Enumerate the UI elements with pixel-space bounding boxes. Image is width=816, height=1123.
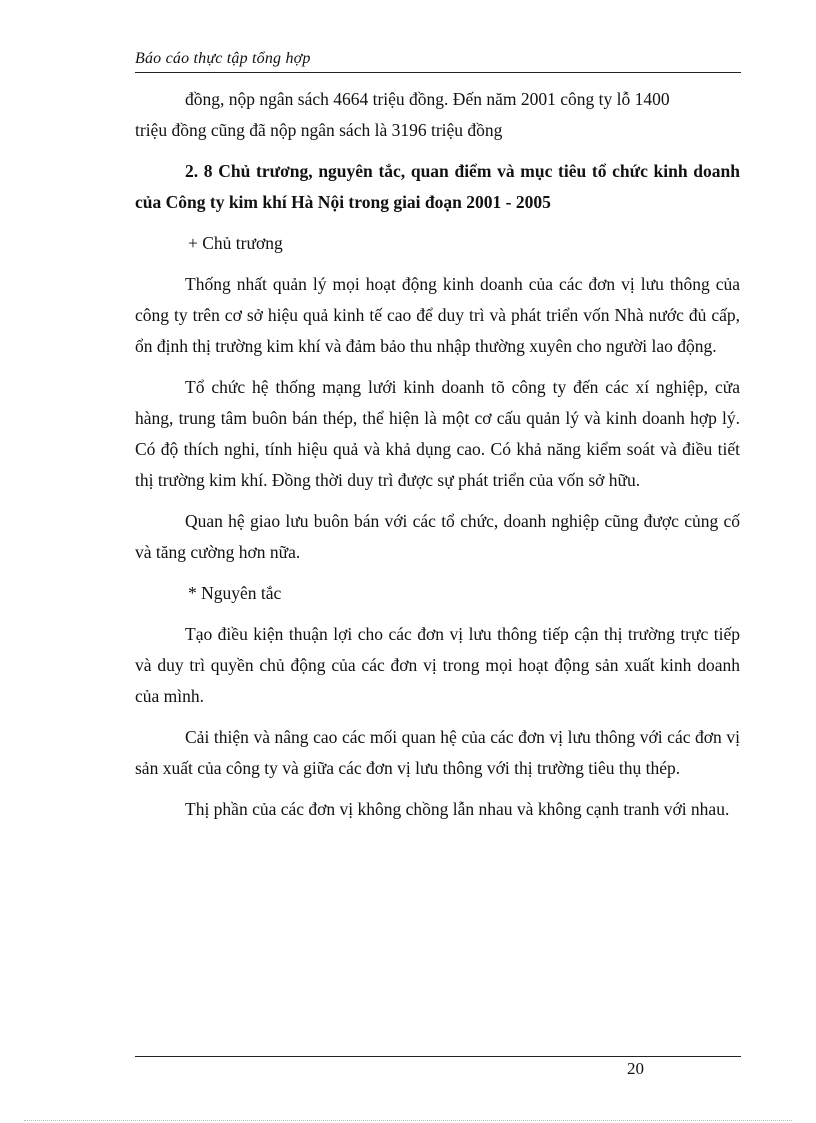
document-body <box>135 84 740 835</box>
subheading-policy: + Chủ trương <box>188 233 283 253</box>
intro-line-2: triệu đồng cũng đã nộp ngân sách là 3196 triệu đồng <box>135 120 503 140</box>
paragraph-policy-3: Quan hệ giao lưu buôn bán với các tổ chức, doanh nghiệp cũng được củng cố và tăng cường hơn nữa. <box>135 511 740 562</box>
paragraph-principle-1: Tạo điều kiện thuận lợi cho các đơn vị lưu thông tiếp cận thị trường trực tiếp và duy trì quyền chủ động của các đơn vị trong mọi hoạt động sản xuất kinh doanh của mình. <box>135 624 740 706</box>
subheading-principle: * Nguyên tắc <box>188 583 282 603</box>
header-title: Báo cáo thực tập tổng hợp <box>135 50 311 67</box>
intro-paragraph <box>135 84 740 115</box>
section-heading: 2. 8 Chủ trương, nguyên tắc, quan điểm và mục tiêu tổ chức kinh doanh của Công ty kim khí Hà Nội trong giai đoạn 2001 - 2005 <box>135 161 740 212</box>
page-header <box>135 48 741 73</box>
intro-line-1: đồng, nộp ngân sách 4664 triệu đồng. Đến năm 2001 công ty lỗ 1400 <box>185 89 670 109</box>
paragraph-principle-2: Cải thiện và nâng cao các mối quan hệ của các đơn vị lưu thông với các đơn vị sản xuất của công ty và giữa các đơn vị lưu thông với thị trường tiêu thụ thép. <box>135 727 740 778</box>
intro-paragraph-continued <box>135 115 740 146</box>
page-footer <box>135 1056 741 1078</box>
page-number: 20 <box>627 1059 644 1078</box>
page-bottom-border <box>24 1120 792 1121</box>
paragraph-policy-1: Thống nhất quản lý mọi hoạt động kinh doanh của các đơn vị lưu thông của công ty trên cơ sở hiệu quả kinh tế cao để duy trì và phát triển vốn Nhà nước đủ cấp, ổn định thị trường kim khí và đảm bảo thu nhập thường xuyên cho người lao động. <box>135 274 740 356</box>
paragraph-policy-2: Tổ chức hệ thống mạng lưới kinh doanh tõ công ty đến các xí nghiệp, cửa hàng, trung tâm buôn bán thép, thể hiện là một cơ cấu quản lý và kinh doanh hợp lý. Có độ thích nghi, tính hiệu quả và khả dụng cao. Có khả năng kiểm soát và điều tiết thị trường kim khí. Đồng thời duy trì được sự phát triển của vốn sở hữu. <box>135 377 740 490</box>
paragraph-principle-3: Thị phần của các đơn vị không chồng lẫn nhau và không cạnh tranh với nhau. <box>185 799 730 819</box>
